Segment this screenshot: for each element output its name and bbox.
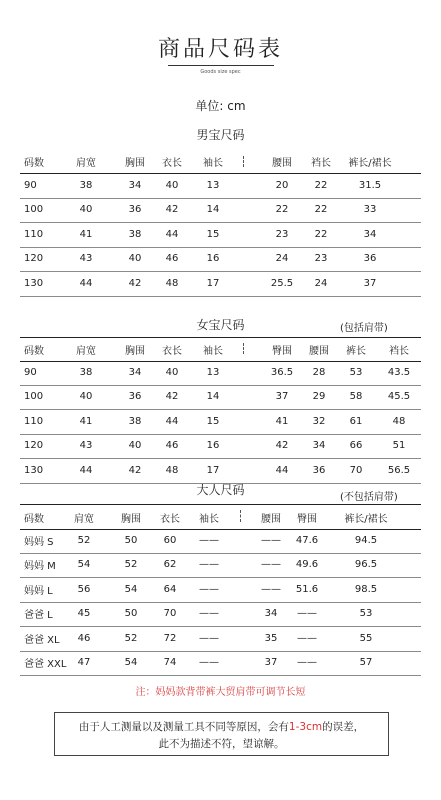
column-header: 肩宽 bbox=[76, 158, 96, 169]
page-subtitle: Goods size spec bbox=[200, 69, 241, 75]
column-header: 衣长 bbox=[162, 346, 182, 357]
table-cell: 47 bbox=[77, 657, 91, 669]
table-cell: 50 bbox=[124, 608, 138, 620]
table-cell: 34 bbox=[312, 440, 326, 452]
table-cell: 25.5 bbox=[270, 277, 294, 289]
table-row bbox=[20, 626, 421, 652]
table-cell: 32 bbox=[312, 415, 326, 427]
adults-strap-note: (不包括肩带) bbox=[340, 492, 398, 503]
table-cell: 70 bbox=[349, 464, 363, 476]
table-cell: 54 bbox=[124, 583, 138, 595]
table-cell: 41 bbox=[275, 415, 289, 427]
table-cell: —— bbox=[297, 657, 317, 669]
table-cell: 28 bbox=[312, 366, 326, 378]
table-cell: 38 bbox=[79, 366, 93, 378]
table-cell: 52 bbox=[124, 559, 138, 571]
table-cell: 15 bbox=[206, 415, 220, 427]
table-cell: 妈妈 L bbox=[24, 585, 53, 597]
table-cell: 44 bbox=[275, 464, 289, 476]
column-header: 臀围 bbox=[297, 513, 317, 525]
column-header: 裆长 bbox=[311, 158, 331, 169]
column-header: 裤长/裙长 bbox=[344, 513, 388, 525]
table-cell: 43 bbox=[79, 253, 93, 265]
table-cell: —— bbox=[199, 559, 219, 571]
table-cell: 22 bbox=[314, 228, 328, 240]
table-cell: 51.6 bbox=[295, 583, 319, 595]
table-cell: 23 bbox=[275, 228, 289, 240]
table-cell: 45 bbox=[77, 608, 91, 620]
table-cell: 36 bbox=[312, 464, 326, 476]
table-cell: 54 bbox=[77, 559, 91, 571]
table-cell: 58 bbox=[349, 391, 363, 403]
table-cell: 51 bbox=[392, 440, 406, 452]
table-cell: 13 bbox=[206, 179, 220, 191]
table-cell: 14 bbox=[206, 204, 220, 216]
column-divider bbox=[243, 156, 244, 167]
table-cell: 53 bbox=[359, 608, 373, 620]
table-cell: —— bbox=[261, 559, 281, 571]
table-cell: 34 bbox=[128, 366, 142, 378]
table-cell: 36 bbox=[128, 391, 142, 403]
table-cell: 14 bbox=[206, 391, 220, 403]
table-cell: 47.6 bbox=[295, 534, 319, 546]
table-cell: 110 bbox=[24, 415, 44, 427]
table-cell: 36.5 bbox=[270, 366, 294, 378]
column-header: 腰围 bbox=[309, 346, 329, 357]
column-header: 臀围 bbox=[272, 346, 292, 357]
disclaimer-error-range: 1-3cm bbox=[288, 721, 323, 733]
disclaimer-text-post: 的误差， bbox=[322, 721, 365, 733]
table-cell: 52 bbox=[77, 534, 91, 546]
table-cell: 48 bbox=[165, 277, 179, 289]
table-cell: 74 bbox=[163, 657, 177, 669]
girls-size-table bbox=[20, 337, 421, 483]
table-cell: 36 bbox=[128, 204, 142, 216]
table-cell: 23 bbox=[314, 253, 328, 265]
table-cell: 37 bbox=[264, 657, 278, 669]
table-cell: 38 bbox=[79, 179, 93, 191]
table-cell: 90 bbox=[24, 366, 37, 378]
table-cell: 48 bbox=[392, 415, 406, 427]
table-cell: 96.5 bbox=[354, 559, 378, 571]
table-cell: 94.5 bbox=[354, 534, 378, 546]
table-cell: 66 bbox=[349, 440, 363, 452]
title-underline bbox=[168, 65, 274, 66]
table-cell: 61 bbox=[349, 415, 363, 427]
table-row bbox=[20, 458, 421, 484]
table-cell: 爸爸 L bbox=[24, 610, 53, 622]
column-header: 肩宽 bbox=[76, 346, 96, 357]
table-row bbox=[20, 360, 421, 386]
girls-header-row bbox=[20, 337, 421, 362]
column-header: 裤长 bbox=[346, 346, 366, 357]
table-cell: 爸爸 XL bbox=[24, 634, 60, 646]
table-cell: —— bbox=[199, 534, 219, 546]
table-cell: 100 bbox=[24, 204, 44, 216]
column-header: 胸围 bbox=[121, 513, 141, 525]
table-cell: 46 bbox=[165, 440, 179, 452]
table-row bbox=[20, 528, 421, 554]
table-cell: 43.5 bbox=[387, 366, 411, 378]
column-header: 裤长/裙长 bbox=[348, 158, 392, 169]
table-row bbox=[20, 577, 421, 603]
table-cell: 17 bbox=[206, 464, 220, 476]
column-divider bbox=[240, 510, 241, 522]
table-cell: 110 bbox=[24, 228, 44, 240]
table-cell: 40 bbox=[165, 366, 179, 378]
table-cell: 42 bbox=[165, 391, 179, 403]
table-cell: 56.5 bbox=[387, 464, 411, 476]
unit-label: 单位: cm bbox=[195, 99, 246, 113]
table-cell: 37 bbox=[363, 277, 377, 289]
table-row bbox=[20, 198, 421, 224]
page-title: 商品尺码表 bbox=[157, 37, 283, 62]
table-cell: 40 bbox=[128, 253, 142, 265]
table-cell: 40 bbox=[128, 440, 142, 452]
table-cell: 72 bbox=[163, 632, 177, 644]
table-cell: 16 bbox=[206, 440, 220, 452]
table-cell: 34 bbox=[363, 228, 377, 240]
table-cell: 44 bbox=[165, 228, 179, 240]
table-cell: 130 bbox=[24, 277, 44, 289]
table-row bbox=[20, 409, 421, 435]
girls-section-title: 女宝尺码 bbox=[196, 318, 245, 332]
table-cell: —— bbox=[199, 657, 219, 669]
column-header: 码数 bbox=[24, 158, 44, 169]
table-cell: —— bbox=[297, 632, 317, 644]
table-cell: 13 bbox=[206, 366, 220, 378]
table-cell: —— bbox=[261, 534, 281, 546]
table-cell: 46 bbox=[165, 253, 179, 265]
disclaimer-line-1 bbox=[55, 719, 388, 734]
table-cell: 38 bbox=[128, 415, 142, 427]
table-cell: 22 bbox=[314, 179, 328, 191]
table-cell: 45.5 bbox=[387, 391, 411, 403]
column-header: 袖长 bbox=[199, 513, 219, 525]
table-cell: 100 bbox=[24, 391, 44, 403]
table-cell: 42 bbox=[128, 464, 142, 476]
column-header: 腰围 bbox=[261, 513, 281, 525]
table-cell: 40 bbox=[79, 204, 93, 216]
column-header: 码数 bbox=[24, 346, 44, 357]
table-cell: 爸爸 XXL bbox=[24, 659, 67, 671]
table-cell: —— bbox=[297, 608, 317, 620]
table-cell: 62 bbox=[163, 559, 177, 571]
table-cell: 56 bbox=[77, 583, 91, 595]
table-cell: 53 bbox=[349, 366, 363, 378]
footnote: 注：妈妈款背带裤大贸肩带可调节长短 bbox=[135, 687, 306, 698]
table-cell: 44 bbox=[165, 415, 179, 427]
table-cell: 44 bbox=[79, 277, 93, 289]
girls-strap-note: (包括肩带) bbox=[340, 323, 388, 334]
disclaimer-text-pre: 由于人工测量以及测量工具不同等原因，会有 bbox=[78, 721, 289, 733]
table-cell: 46 bbox=[77, 632, 91, 644]
column-header: 胸围 bbox=[125, 158, 145, 169]
adults-header-row bbox=[20, 504, 421, 530]
table-cell: 15 bbox=[206, 228, 220, 240]
table-cell: 49.6 bbox=[295, 559, 319, 571]
table-cell: —— bbox=[199, 608, 219, 620]
table-cell: 妈妈 M bbox=[24, 561, 56, 573]
table-cell: 42 bbox=[275, 440, 289, 452]
table-cell: 41 bbox=[79, 415, 93, 427]
table-cell: —— bbox=[199, 632, 219, 644]
table-cell: 40 bbox=[79, 391, 93, 403]
table-cell: 41 bbox=[79, 228, 93, 240]
disclaimer-box bbox=[54, 712, 389, 756]
table-row bbox=[20, 385, 421, 411]
table-cell: 16 bbox=[206, 253, 220, 265]
table-row bbox=[20, 247, 421, 273]
boys-section-title: 男宝尺码 bbox=[196, 128, 245, 142]
column-header: 袖长 bbox=[203, 346, 223, 357]
table-cell: 52 bbox=[124, 632, 138, 644]
table-cell: 22 bbox=[314, 204, 328, 216]
table-row bbox=[20, 434, 421, 460]
table-row bbox=[20, 222, 421, 248]
table-row bbox=[20, 271, 421, 297]
table-cell: 31.5 bbox=[358, 179, 382, 191]
table-cell: 40 bbox=[165, 179, 179, 191]
column-header: 衣长 bbox=[160, 513, 180, 525]
column-header: 腰围 bbox=[272, 158, 292, 169]
table-cell: 50 bbox=[124, 534, 138, 546]
table-cell: 24 bbox=[314, 277, 328, 289]
table-cell: 98.5 bbox=[354, 583, 378, 595]
table-cell: 29 bbox=[312, 391, 326, 403]
table-cell: —— bbox=[199, 583, 219, 595]
table-cell: 90 bbox=[24, 179, 37, 191]
adults-size-table bbox=[20, 504, 421, 675]
table-row bbox=[20, 553, 421, 579]
table-cell: 33 bbox=[363, 204, 377, 216]
table-cell: 70 bbox=[163, 608, 177, 620]
table-cell: 60 bbox=[163, 534, 177, 546]
column-header: 衣长 bbox=[162, 158, 182, 169]
column-header: 码数 bbox=[24, 513, 44, 525]
table-cell: 22 bbox=[275, 204, 289, 216]
column-header: 袖长 bbox=[203, 158, 223, 169]
table-cell: 120 bbox=[24, 440, 44, 452]
column-header: 肩宽 bbox=[74, 513, 94, 525]
column-divider bbox=[243, 343, 244, 354]
table-cell: 20 bbox=[275, 179, 289, 191]
table-cell: 130 bbox=[24, 464, 44, 476]
boys-size-table bbox=[20, 150, 421, 296]
boys-header-row bbox=[20, 150, 421, 174]
table-cell: 64 bbox=[163, 583, 177, 595]
table-cell: 35 bbox=[264, 632, 278, 644]
table-row bbox=[20, 173, 421, 199]
table-row bbox=[20, 651, 421, 677]
table-cell: 34 bbox=[128, 179, 142, 191]
table-cell: —— bbox=[261, 583, 281, 595]
table-cell: 妈妈 S bbox=[24, 536, 54, 548]
table-cell: 57 bbox=[359, 657, 373, 669]
table-cell: 55 bbox=[359, 632, 373, 644]
table-cell: 38 bbox=[128, 228, 142, 240]
table-cell: 37 bbox=[275, 391, 289, 403]
table-cell: 54 bbox=[124, 657, 138, 669]
disclaimer-line-2: 此不为描述不符，望谅解。 bbox=[158, 738, 285, 750]
column-header: 胸围 bbox=[125, 346, 145, 357]
table-cell: 44 bbox=[79, 464, 93, 476]
table-cell: 120 bbox=[24, 253, 44, 265]
table-cell: 24 bbox=[275, 253, 289, 265]
table-cell: 48 bbox=[165, 464, 179, 476]
column-header: 裆长 bbox=[389, 346, 409, 357]
table-cell: 17 bbox=[206, 277, 220, 289]
table-row bbox=[20, 602, 421, 628]
table-cell: 34 bbox=[264, 608, 278, 620]
table-cell: 36 bbox=[363, 253, 377, 265]
table-cell: 42 bbox=[128, 277, 142, 289]
table-cell: 43 bbox=[79, 440, 93, 452]
table-cell: 42 bbox=[165, 204, 179, 216]
adults-section-title: 大人尺码 bbox=[196, 483, 245, 497]
